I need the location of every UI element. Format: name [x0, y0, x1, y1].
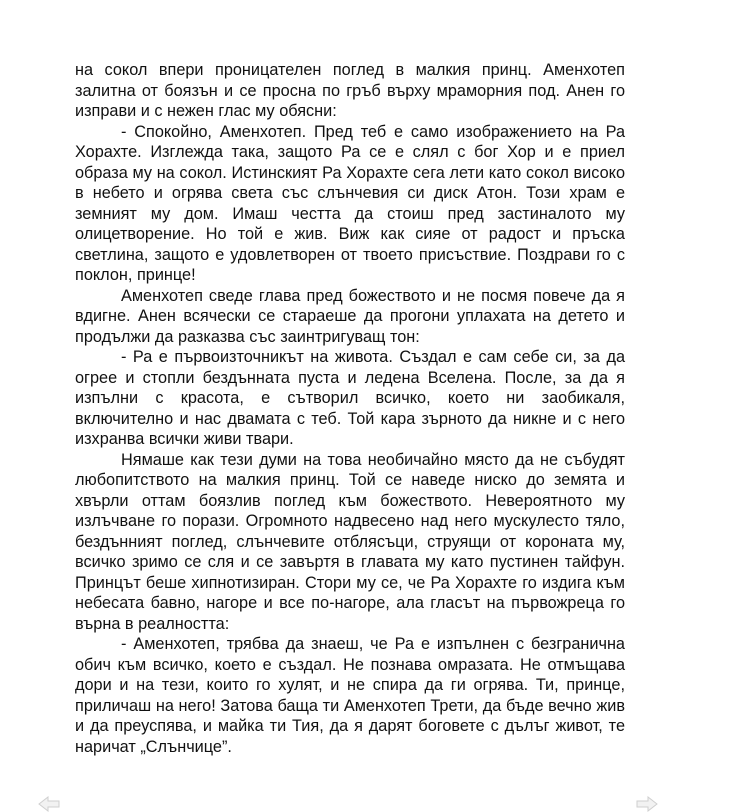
paragraph-6: - Аменхотеп, трябва да знаеш, че Ра е изпълнен с безгранична обич към всичко, което е създал. Не познава омразата. Не отмъщава дори и на тези, които го хулят, и не спира да ги огрява. Ти, принце, приличаш на него! Затова баща ти Аменхотеп Трети, да бъде вечно жив и да преуспява, и майка ти Тия, да я дарят боговете с дълъг живот, те наричат „Слънчице”. — [75, 635, 625, 756]
next-page-button[interactable] — [636, 796, 658, 812]
arrow-right-icon — [636, 796, 658, 812]
arrow-left-icon — [38, 796, 60, 812]
paragraph-5: Нямаше как тези думи на това необичайно място да не събудят любопитството на малкия принц. Той се наведе ниско до земята и хвърли оттам боязлив поглед към божеството. Невероятното му излъчване го порази. Огромното надвесено над него мускулесто тяло, бездънният поглед, слънчевите отблясъци, струящи от короната му, всичко зримо се сля и се завъртя в главата му като пустинен тайфун. Принцът беше хипнотизиран. Стори му се, че Ра Хорахте го издига към небесата бавно, нагоре и все по-нагоре, ала гласът на първожреца го върна в реалността: — [75, 450, 625, 633]
paragraph-2: - Спокойно, Аменхотеп. Пред теб е само изображението на Ра Хорахте. Изглежда така, защото Ра се е слял с бог Хор и е приел образа му на сокол. Истинският Ра Хорахте сега лети като сокол високо в небето и огрява света със слънчевия си диск Атон. Този храм е земният му дом. Имаш честта да стоиш пред застиналото му олицетворение. Но той е жив. Виж как сияе от радост и пръска светлина, защото е удовлетворен от твоето присъствие. Поздрави го с поклон, принце! — [75, 122, 625, 284]
previous-page-button[interactable] — [38, 796, 60, 812]
paragraph-1: на сокол впери проницателен поглед в малкия принц. Аменхотеп залитна от боязън и се просна по гръб върху мраморния под. Анен го изправи и с нежен глас му обясни: — [75, 61, 625, 120]
document-page — [75, 60, 625, 757]
paragraph-4: - Ра е първоизточникът на живота. Създал е сам себе си, за да огрее и стопли бездънната пуста и ледена Вселена. После, за да я изпълни с красота, е сътворил всичко, което ни заобикаля, включително и нас двамата с теб. Той кара зърното да никне и с него изхранва всички живи твари. — [75, 348, 625, 448]
paragraph-3: Аменхотеп сведе глава пред божеството и не посмя повече да я вдигне. Анен всячески се стараеше да прогони уплахата на детето и продължи да разказва със заинтригуващ тон: — [75, 286, 625, 346]
